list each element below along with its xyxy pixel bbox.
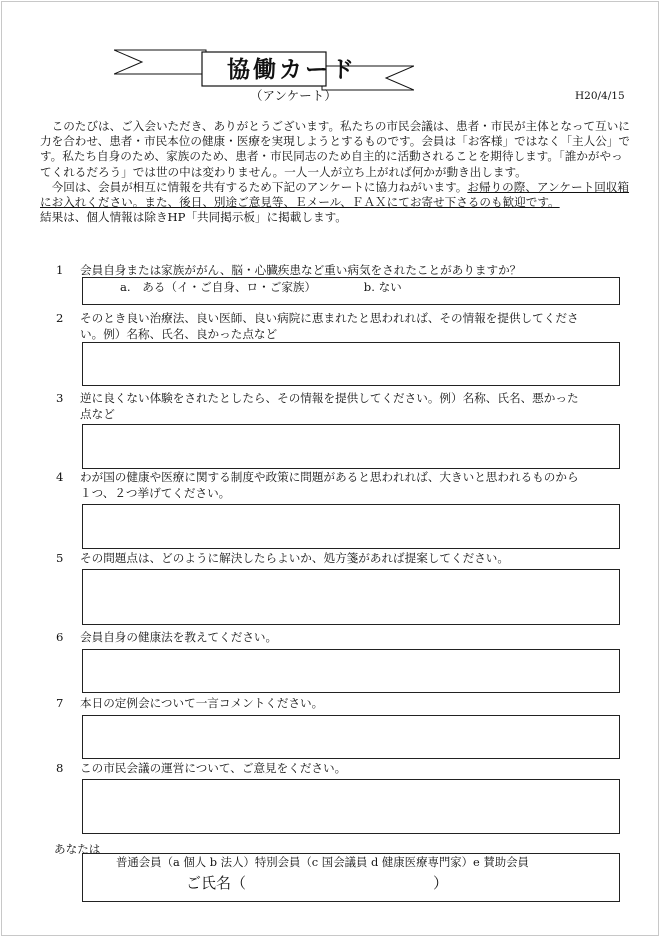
- answer-box-7[interactable]: [82, 715, 620, 759]
- question-number: 5: [56, 551, 64, 565]
- question-text: 本日の定例会について一言コメントください。: [80, 696, 324, 710]
- question-text: 会員自身の健康法を教えてください。: [80, 630, 278, 644]
- answer-box-3[interactable]: [82, 424, 620, 469]
- survey-page: [1, 1, 659, 936]
- question-number: 4: [56, 470, 64, 484]
- intro-paragraph-1: このたびは、ご入会いただき、ありがとうございます。私たちの市民会議は、患者・市民が主体となって互いに力を合わせ、患者・市民本位の健康・医療を実現しようとするものです。会員は「お客様」ではなく「主人公」です。私たち自身のため、家族のため、患者・市民同志のため自主的に活動されることを期待します。「誰かがやってくれるだろう」では世の中は変わりません。一人一人が立ち上がれば何かが動き出します。: [40, 119, 631, 179]
- member-info-box[interactable]: [82, 853, 620, 902]
- question-number: 6: [56, 630, 64, 644]
- name-label: ご氏名（: [186, 874, 247, 892]
- intro-request: 今回は、会員が相互に情報を共有するため下記のアンケートに協力ねがいます。: [51, 179, 468, 194]
- question-text: その問題点は、どのように解決したらよいか、処方箋があれば提案してください。: [80, 551, 509, 565]
- option-no[interactable]: b. ない: [363, 280, 402, 294]
- question-number: 3: [56, 391, 64, 405]
- intro-underlined-note: お帰りの際、アンケート回収箱にお入れください。また、後日、別途ご意見等、Ｅメール、ＦＡＸにてお寄せ下さるのも歓迎です。: [40, 179, 629, 210]
- intro-paragraph-2: [40, 180, 630, 210]
- member-types: 普通会員（a 個人 b 法人）特別会員（c 国会議員 d 健康医療専門家）e 賛助会員: [116, 855, 529, 869]
- answer-box-4[interactable]: [82, 504, 620, 549]
- question-number: 8: [56, 761, 64, 775]
- you-are-label: あなたは: [54, 842, 101, 856]
- card-subtitle: （アンケート）: [250, 88, 337, 103]
- answer-box-2[interactable]: [82, 342, 620, 386]
- answer-box-6[interactable]: [82, 649, 620, 693]
- question-text: わが国の健康や医療に関する制度や政策に問題があると思われれば、大きいと思われるものから１つ、２つ挙げてください。: [80, 470, 579, 500]
- card-title: 協働カード: [227, 57, 357, 83]
- q1-options: [120, 279, 446, 295]
- question-text: そのとき良い治療法、良い医師、良い病院に恵まれたと思われれば、その情報を提供してください。例）名称、氏名、良かった点など: [80, 311, 579, 341]
- answer-box-8[interactable]: [82, 779, 620, 834]
- option-yes[interactable]: a. ある（イ・ご自身、ロ・ご家族）: [120, 280, 317, 294]
- intro-text: [40, 119, 630, 225]
- question-text: 会員自身または家族ががん、脳・心臓疾患など重い病気をされたことがありますか？: [80, 263, 522, 277]
- question-number: 7: [56, 696, 64, 710]
- date-label: H20/4/15: [575, 90, 625, 102]
- intro-results-note: 結果は、個人情報は除きHP「共同掲示板」に掲載します。: [40, 210, 347, 225]
- name-close-paren: ）: [433, 874, 449, 892]
- question-number: 1: [56, 263, 64, 277]
- question-number: 2: [56, 311, 64, 325]
- answer-box-5[interactable]: [82, 569, 620, 625]
- question-text: 逆に良くない体験をされたとしたら、その情報を提供してください。例）名称、氏名、悪かった点など: [80, 391, 579, 421]
- question-text: この市民会議の運営について、ご意見をください。: [80, 761, 347, 775]
